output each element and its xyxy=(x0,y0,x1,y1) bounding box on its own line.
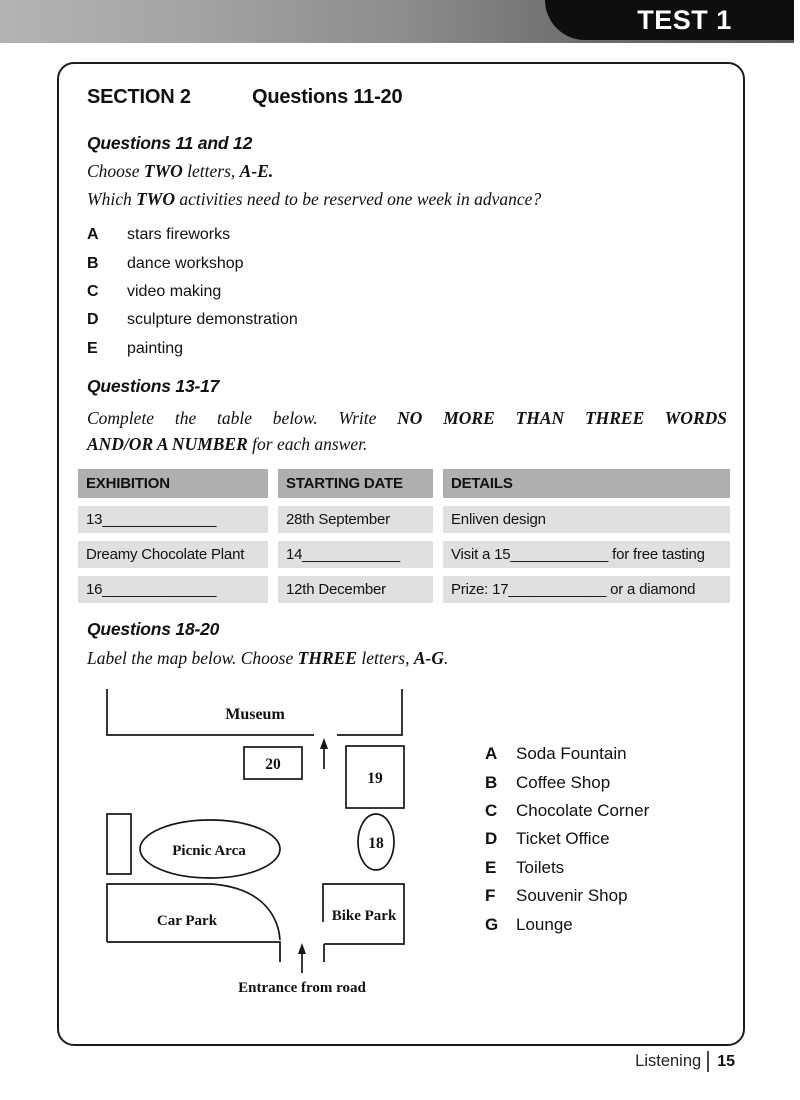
option-row-e xyxy=(87,335,298,363)
q13-17-title: Questions 13-17 xyxy=(87,376,220,396)
page-footer xyxy=(57,1051,743,1072)
footer-divider xyxy=(707,1051,709,1072)
legend-label: Chocolate Corner xyxy=(516,800,650,820)
table-header-starting-date: STARTING DATE xyxy=(278,469,433,498)
table-cell: Dreamy Chocolate Plant xyxy=(78,541,268,568)
section-question-range: Questions 11-20 xyxy=(252,86,403,108)
footer-section-name: Listening xyxy=(635,1052,702,1070)
q11-12-instruction-2: Which TWO activities need to be reserved one week in advance? xyxy=(87,189,542,209)
option-letter: E xyxy=(87,339,98,357)
q11-12-options xyxy=(87,221,298,363)
road-entrance-arrowhead xyxy=(298,943,306,954)
legend-label: Souvenir Shop xyxy=(516,886,628,906)
option-letter: A xyxy=(87,226,99,244)
museum-entrance-arrowhead xyxy=(320,738,328,749)
test-banner xyxy=(545,0,794,40)
table-header-details: DETAILS xyxy=(443,469,730,498)
question-sheet xyxy=(57,62,745,1046)
site-map xyxy=(59,672,489,1017)
table-cell-q17-blank: Prize: 17____________ or a diamond xyxy=(443,576,730,603)
table-cell-q14-blank: 14____________ xyxy=(278,541,433,568)
car-park-label: Car Park xyxy=(156,913,218,929)
option-letter: B xyxy=(87,254,99,272)
option-label: video making xyxy=(127,282,222,300)
map-label-20: 20 xyxy=(265,756,281,773)
table-cell-q13-blank: 13______________ xyxy=(78,506,268,533)
legend-letter: E xyxy=(485,857,497,877)
option-row-c xyxy=(87,278,298,306)
legend-row-f xyxy=(485,882,649,910)
picnic-area-label: Picnic Arca xyxy=(172,843,246,859)
legend-label: Lounge xyxy=(516,914,573,934)
footer-page-number: 15 xyxy=(717,1052,735,1070)
legend-letter: G xyxy=(485,914,499,934)
q18-20-title: Questions 18-20 xyxy=(87,619,220,639)
map-label-18: 18 xyxy=(368,835,384,852)
option-row-b xyxy=(87,249,298,277)
road-entrance-label: Entrance from road xyxy=(238,980,366,996)
legend-label: Soda Fountain xyxy=(516,744,627,764)
legend-label: Coffee Shop xyxy=(516,772,611,792)
legend-label: Ticket Office xyxy=(516,829,610,849)
legend-letter: C xyxy=(485,800,498,820)
map-label-19: 19 xyxy=(367,770,383,787)
section-heading xyxy=(87,86,403,109)
table-header-exhibition: EXHIBITION xyxy=(78,469,268,498)
legend-row-g xyxy=(485,910,649,938)
bike-park-label: Bike Park xyxy=(331,908,397,924)
legend-row-a xyxy=(485,740,649,768)
legend-row-c xyxy=(485,797,649,825)
section-title: SECTION 2 xyxy=(87,86,191,108)
legend-letter: B xyxy=(485,772,498,792)
legend-row-e xyxy=(485,854,649,882)
option-label: painting xyxy=(127,339,184,357)
q11-12-title: Questions 11 and 12 xyxy=(87,133,253,153)
q13-17-instruction-line2: AND/OR A NUMBER for each answer. xyxy=(87,434,368,454)
legend-label: Toilets xyxy=(516,857,565,877)
option-label: sculpture demonstration xyxy=(127,311,298,329)
option-row-d xyxy=(87,306,298,334)
q13-17-instruction-line1: Complete the table below. Write NO MORE THAN THREE WORDS xyxy=(87,408,727,428)
table-cell: Enliven design xyxy=(443,506,730,533)
option-row-a xyxy=(87,221,298,249)
legend-letter: D xyxy=(485,829,498,849)
table-cell: 28th September xyxy=(278,506,433,533)
option-label: dance workshop xyxy=(127,254,244,272)
option-letter: D xyxy=(87,311,99,329)
legend-letter: A xyxy=(485,744,498,764)
q18-20-instruction: Label the map below. Choose THREE letters, A-G. xyxy=(87,648,449,668)
museum-label: Museum xyxy=(225,706,285,723)
legend-letter: F xyxy=(485,886,496,906)
table-cell-q16-blank: 16______________ xyxy=(78,576,268,603)
test-title: TEST 1 xyxy=(637,4,732,35)
map-small-building xyxy=(107,814,131,874)
option-label: stars fireworks xyxy=(127,226,231,244)
q13-17-instruction xyxy=(87,405,727,457)
table-cell: 12th December xyxy=(278,576,433,603)
exhibition-table xyxy=(78,469,730,603)
option-letter: C xyxy=(87,282,99,300)
q11-12-instruction-1: Choose TWO letters, A-E. xyxy=(87,161,274,181)
map-legend xyxy=(485,740,649,939)
legend-row-b xyxy=(485,768,649,796)
legend-row-d xyxy=(485,825,649,853)
table-cell-q15-blank: Visit a 15____________ for free tasting xyxy=(443,541,730,568)
